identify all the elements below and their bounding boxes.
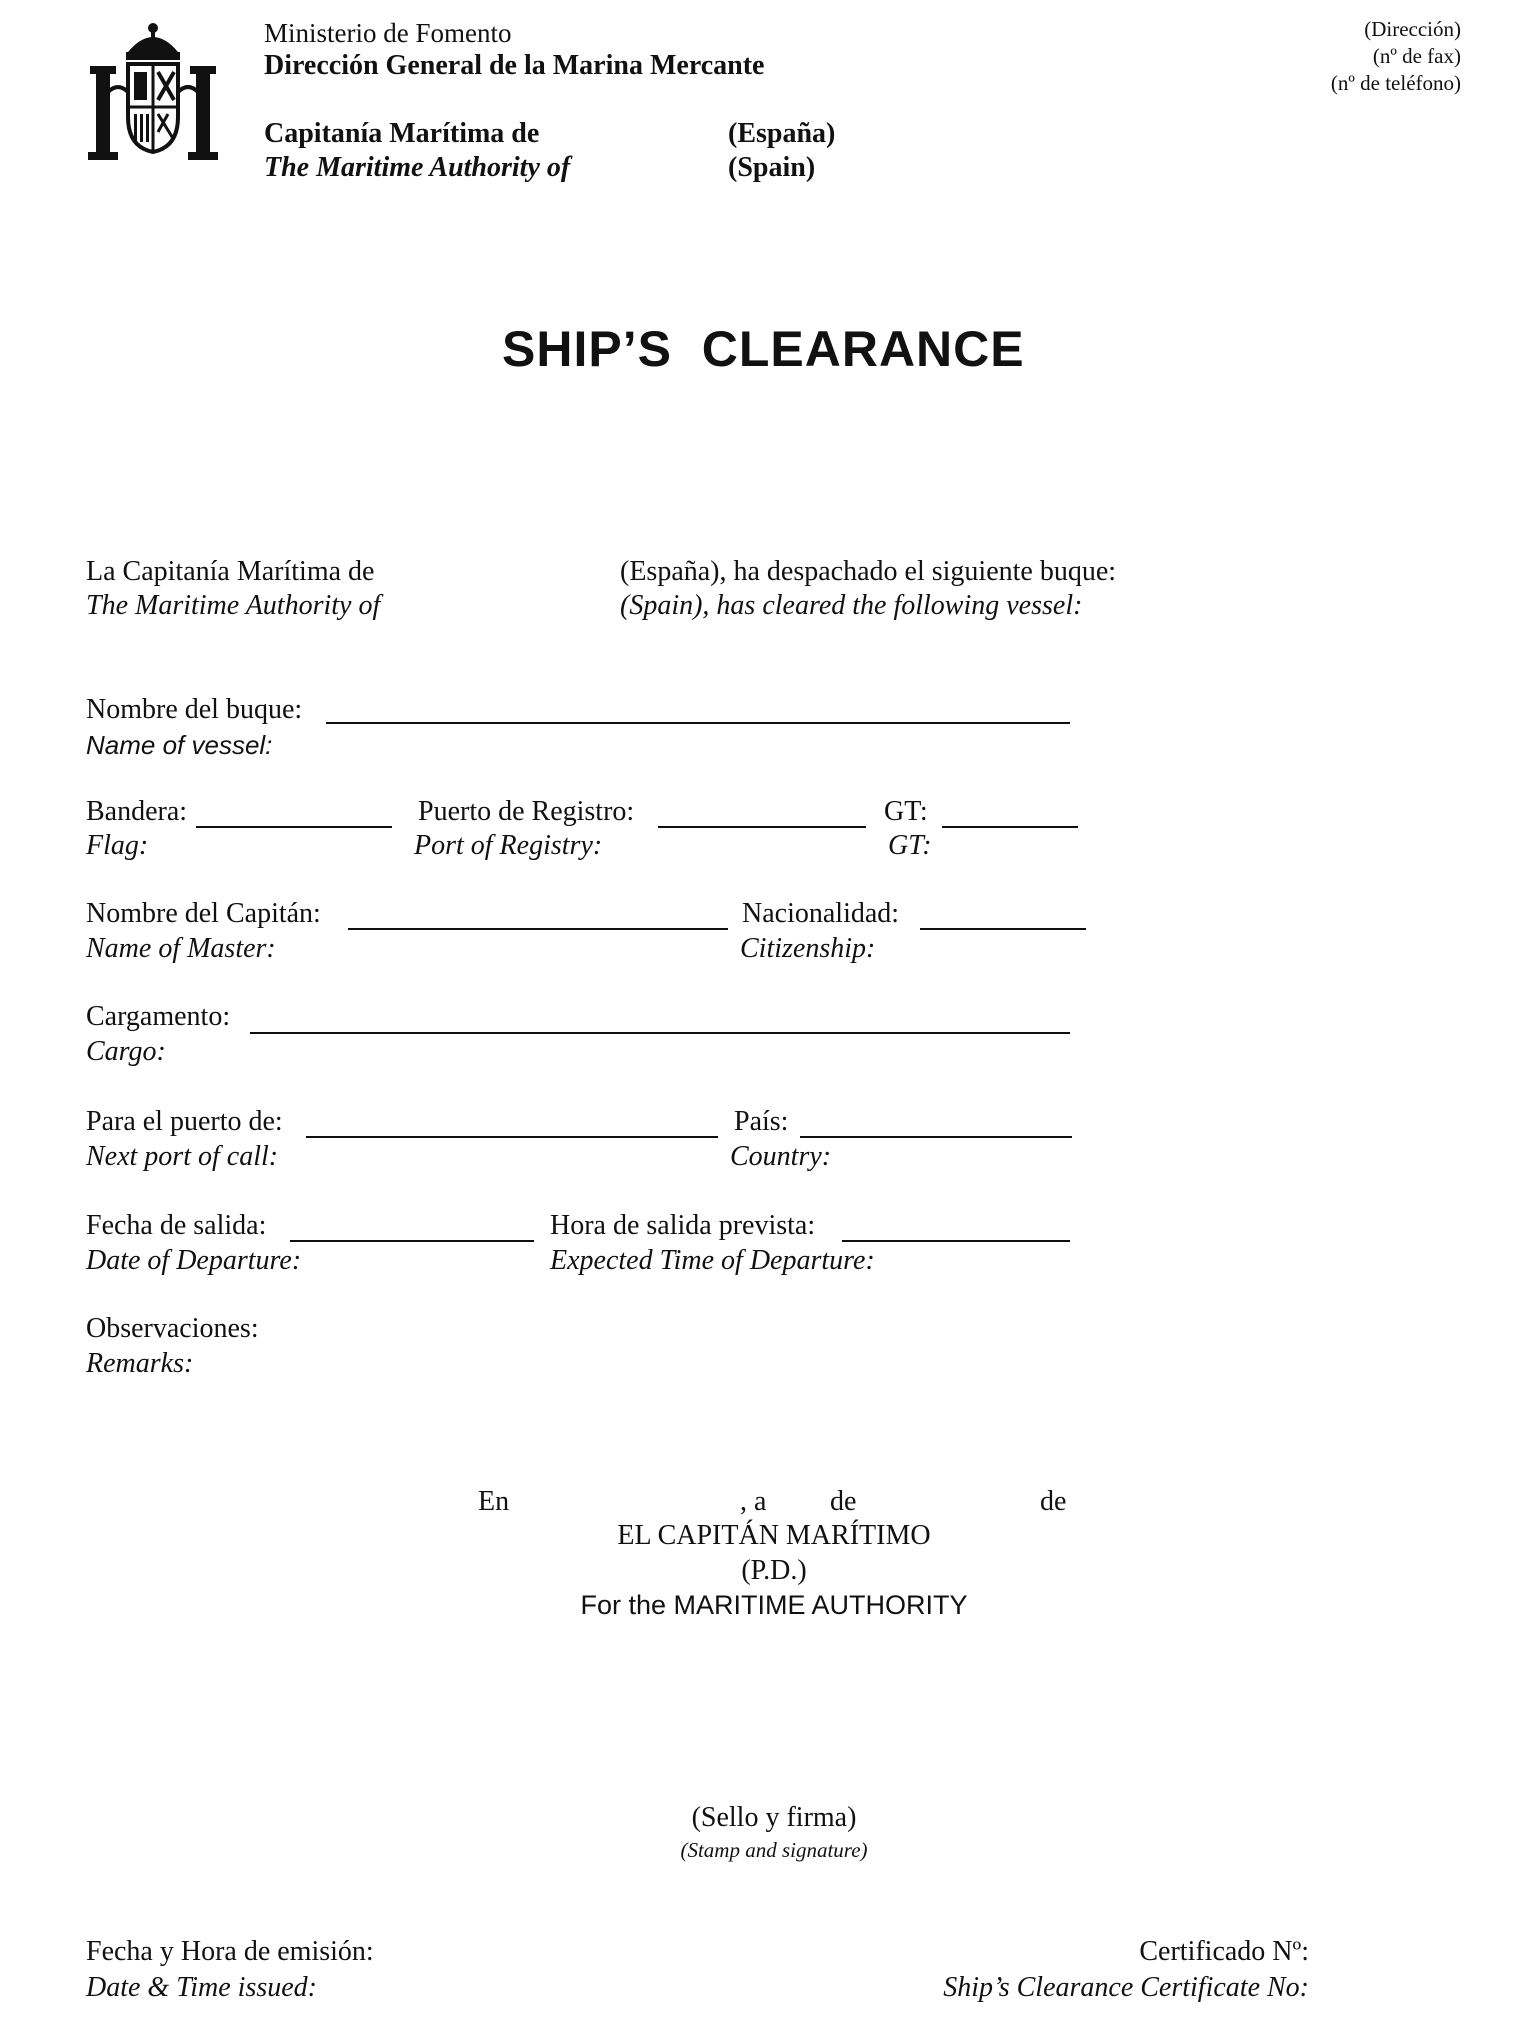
vessel-name-label: Nombre del buque: (86, 694, 303, 725)
directorate-name: Dirección General de la Marina Mercante (264, 50, 765, 81)
contact-address: (Dirección) (1364, 17, 1461, 41)
gt-label-en: GT: (888, 830, 932, 861)
issued-label: Fecha y Hora de emisión: (86, 1936, 374, 1967)
intro-right-es: (España), ha despachado el siguiente buque: (620, 556, 1117, 587)
next-port-field[interactable] (306, 1136, 718, 1138)
departure-time-label-en: Expected Time of Departure: (550, 1245, 875, 1276)
certificate-label: Certificado Nº: (1139, 1936, 1309, 1967)
remarks-label: Observaciones: (86, 1313, 259, 1344)
gt-label: GT: (884, 796, 928, 827)
pd-label: (P.D.) (741, 1555, 807, 1586)
coat-of-arms-icon (88, 22, 218, 162)
vessel-name-field[interactable] (326, 722, 1070, 724)
departure-time-field[interactable] (842, 1240, 1070, 1242)
cargo-field[interactable] (250, 1032, 1070, 1034)
port-registry-label-en: Port of Registry: (414, 830, 603, 861)
for-authority-label: For the MARITIME AUTHORITY (580, 1590, 968, 1620)
master-name-label: Nombre del Capitán: (86, 898, 321, 929)
contact-fax: (nº de fax) (1372, 44, 1461, 68)
country-label-en: Country: (730, 1141, 832, 1172)
comma-a: , a (740, 1486, 767, 1517)
next-port-label: Para el puerto de: (86, 1106, 283, 1137)
citizenship-label-en: Citizenship: (740, 933, 876, 964)
de-word-2: de (1040, 1486, 1067, 1517)
authority-es: Capitanía Marítima de (264, 118, 540, 149)
country-en: (Spain) (728, 152, 816, 183)
intro-right-en: (Spain), has cleared the following vessel: (620, 590, 1083, 621)
citizenship-label: Nacionalidad: (742, 898, 900, 929)
departure-time-label: Hora de salida prevista: (550, 1210, 816, 1241)
stamp-signature-label-en: (Stamp and signature) (680, 1838, 868, 1862)
intro-left-en: The Maritime Authority of (86, 590, 381, 621)
master-name-label-en: Name of Master: (86, 933, 276, 964)
flag-label-en: Flag: (86, 830, 149, 861)
gt-field[interactable] (942, 826, 1078, 828)
departure-date-label: Fecha de salida: (86, 1210, 267, 1241)
de-word-1: de (830, 1486, 857, 1517)
contact-phone: (nº de teléfono) (1330, 71, 1461, 95)
master-name-field[interactable] (348, 928, 728, 930)
cargo-label-en: Cargo: (86, 1036, 166, 1067)
flag-field[interactable] (196, 826, 392, 828)
flag-label: Bandera: (86, 796, 188, 827)
issued-label-en: Date & Time issued: (86, 1972, 317, 2003)
certificate-label-en: Ship’s Clearance Certificate No: (943, 1972, 1309, 2003)
citizenship-field[interactable] (920, 928, 1086, 930)
country-es: (España) (728, 118, 836, 149)
departure-date-label-en: Date of Departure: (86, 1245, 302, 1276)
place-en-word: En (478, 1486, 510, 1517)
port-registry-field[interactable] (658, 826, 866, 828)
port-registry-label: Puerto de Registro: (418, 796, 635, 827)
country-label: País: (734, 1106, 789, 1137)
ministry-name: Ministerio de Fomento (264, 18, 512, 48)
next-port-label-en: Next port of call: (86, 1141, 279, 1172)
vessel-name-label-en: Name of vessel: (86, 730, 273, 760)
remarks-label-en: Remarks: (86, 1348, 194, 1379)
authority-en: The Maritime Authority of (264, 152, 571, 183)
stamp-signature-label: (Sello y firma) (691, 1802, 857, 1833)
captain-title: EL CAPITÁN MARÍTIMO (617, 1520, 931, 1551)
intro-left-es: La Capitanía Marítima de (86, 556, 375, 587)
country-field[interactable] (800, 1136, 1072, 1138)
departure-date-field[interactable] (290, 1240, 534, 1242)
cargo-label: Cargamento: (86, 1001, 231, 1032)
page-title: SHIP’S CLEARANCE (502, 321, 1025, 377)
